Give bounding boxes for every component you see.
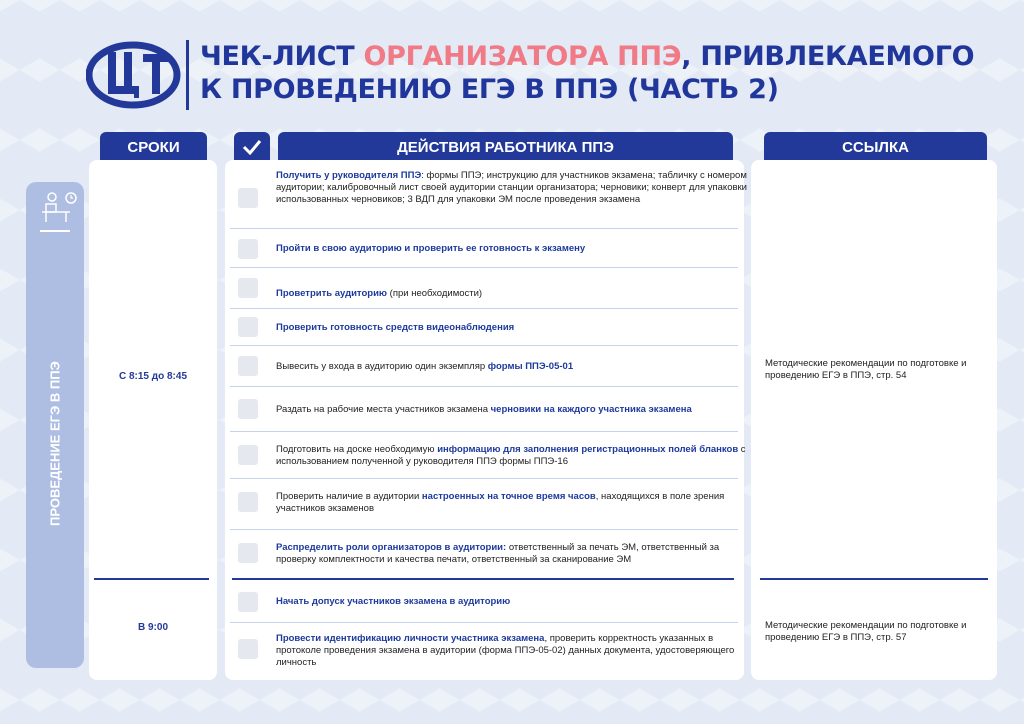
task-text: Раздать на рабочие места участников экзамена черновики на каждого участника экзамена [276,404,692,415]
task-checkbox[interactable] [238,317,258,337]
task-text: Проверить готовность средств видеонаблюдения [276,322,515,333]
title-part2: , ПРИВЛЕКАЕМОГО [681,41,975,72]
task-row-11 [230,623,738,677]
task-row-4 [230,309,738,346]
task-checkbox[interactable] [238,445,258,465]
task-text: Проверить наличие в аудитории настроенных на точное время часов, находящихся в поле зрения участников экзаменов [276,491,725,514]
time-1: С 8:15 до 8:45 [118,371,188,382]
check-icon [242,139,262,155]
task-row-2 [230,229,738,268]
section-divider [232,578,734,580]
reference-1: Методические рекомендации по подготовке и проведению ЕГЭ в ППЭ, стр. 54 [765,358,967,381]
task-text: Провести идентификацию личности участника экзамена, проверить корректность указанных в протоколе проведения экзамена в аудитории (форма ППЭ-05-02) данных документа, удостоверяющего личность [276,633,735,668]
link-panel [751,160,997,680]
task-checkbox[interactable] [238,356,258,376]
task-text: Получить у руководителя ППЭ: формы ППЭ; инструкцию для участников экзамена; табличку с номером аудитории; калибровочный лист своей аудитории станции организатора; черновики; конверт для упаковки использованных черновиков; 3 ВДП для упаковки ЭМ после проведения экзамена [276,170,747,205]
title-highlight: ОРГАНИЗАТОРА ППЭ [363,41,682,72]
task-checkbox[interactable] [238,639,258,659]
task-row-10 [230,582,738,623]
header-link: ССЫЛКА [764,132,987,162]
task-row-6 [230,387,738,432]
side-divider [40,230,70,232]
task-text: Проветрить аудиторию (при необходимости) [276,288,483,299]
task-checkbox[interactable] [238,239,258,259]
logo-icon [86,40,181,110]
header-sroki: СРОКИ [100,132,207,162]
task-checkbox[interactable] [238,188,258,208]
header-check [234,132,270,162]
task-checkbox[interactable] [238,399,258,419]
reference-2: Методические рекомендации по подготовке и проведению ЕГЭ в ППЭ, стр. 57 [765,620,967,643]
sroki-panel [89,160,217,680]
section-divider [760,578,988,580]
exam-desk-clock-icon [38,190,78,224]
task-checkbox[interactable] [238,592,258,612]
task-checkbox[interactable] [238,278,258,298]
title-line2: К ПРОВЕДЕНИЮ ЕГЭ В ППЭ (ЧАСТЬ 2) [200,74,779,105]
task-text: Вывесить у входа в аудиторию один экземпляр формы ППЭ-05-01 [276,361,574,372]
header-actions: ДЕЙСТВИЯ РАБОТНИКА ППЭ [278,132,733,162]
title-part1: ЧЕК-ЛИСТ [200,41,364,72]
task-text: Подготовить на доске необходимую информацию для заполнения регистрационных полей бланков с использованием полученной у руководителя ППЭ формы ППЭ-16 [276,444,746,467]
task-row-3 [230,268,738,309]
task-text: Распределить роли организаторов в аудитории: ответственный за печать ЭМ, ответственный за проверку комплектности и качества печати, ответственный за сканирование ЭМ [276,542,720,565]
logo-divider [186,40,189,110]
task-row-7 [230,432,746,479]
task-checkbox[interactable] [238,492,258,512]
task-text: Пройти в свою аудиторию и проверить ее готовность к экзамену [276,243,586,254]
page-title [200,40,974,106]
side-section-label [26,182,84,668]
task-row-1 [230,164,747,229]
task-row-5 [230,346,738,387]
task-row-9 [230,530,738,576]
section-divider [94,578,209,580]
task-checkbox[interactable] [238,543,258,563]
time-2: В 9:00 [137,622,168,633]
side-label: ПРОВЕДЕНИЕ ЕГЭ В ППЭ [47,361,63,527]
task-row-8 [230,479,738,530]
task-text: Начать допуск участников экзамена в аудиторию [276,596,511,607]
